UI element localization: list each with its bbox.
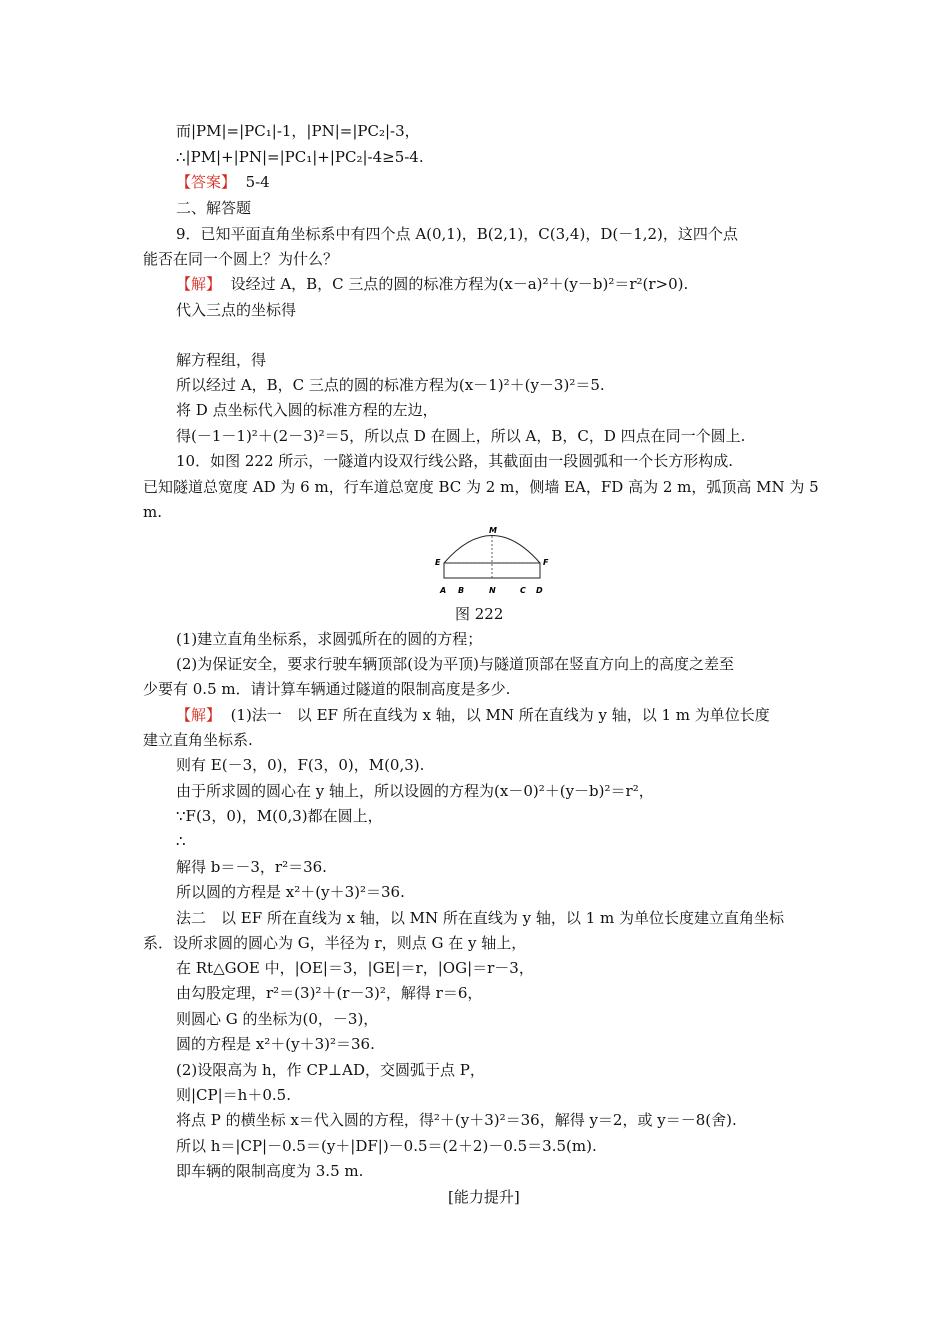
label-n: N [489,586,496,595]
solution-text: 设经过 A，B，C 三点的圆的标准方程为(x－a)²＋(y－b)²＝r²(r>0). [230,275,689,293]
figure-caption: 图 222 [455,605,504,623]
text-line: 而|PM|=|PC₁|-1，|PN|=|PC₂|-3， [176,122,420,140]
text-line: 10．如图 222 所示，一隧道内设双行线公路，其截面由一段圆弧和一个长方形构成. [176,452,734,470]
label-c: C [520,586,526,595]
text-line: ∵F(3，0)，M(0,3)都在圆上， [176,807,383,825]
text-line: m. [143,503,162,521]
tunnel-figure [430,523,550,599]
text-line: 将 D 点坐标代入圆的标准方程的左边， [176,401,438,419]
text-line: 在 Rt△GOE 中，|OE|＝3，|GE|＝r，|OG|＝r－3， [176,959,534,977]
text-line: 即车辆的限制高度为 3.5 m. [176,1162,364,1180]
text-line: (2)设限高为 h，作 CP⊥AD，交圆弧于点 P， [176,1061,485,1079]
text-line: 将点 P 的横坐标 x＝代入圆的方程，得²＋(y＋3)²＝36，解得 y＝2，或 y＝－8(舍). [176,1111,737,1129]
text-line: 建立直角坐标系. [143,731,253,749]
solution-line [176,705,770,725]
answer-text: 5-4 [245,173,270,191]
text-line: 能否在同一个圆上？为什么？ [143,250,339,268]
text-line: 所以 h＝|CP|－0.5＝(y＋|DF|)－0.5＝(2＋2)－0.5＝3.5(m). [176,1137,597,1155]
text-line: ∴|PM|+|PN|=|PC₁|+|PC₂|-4≥5-4. [176,148,424,166]
solution-tag: 【解】 [176,706,222,724]
label-a: A [440,586,447,595]
text-line: 则圆心 G 的坐标为(0，－3)， [176,1010,379,1028]
text-line: ∴ [176,832,186,850]
text-line: 由勾股定理，r²＝(3)²＋(r－3)²，解得 r＝6， [176,984,483,1002]
text-line: 已知隧道总宽度 AD 为 6 m，行车道总宽度 BC 为 2 m，侧墙 EA，FD 高为 2 m，弧顶高 MN 为 5 [143,478,819,496]
solution-text: (1)法一 以 EF 所在直线为 x 轴，以 MN 所在直线为 y 轴，以 1 m 为单位长度 [230,706,770,724]
text-line: 由于所求圆的圆心在 y 轴上，所以设圆的方程为(x－0)²＋(y－b)²＝r²， [176,782,654,800]
text-line: 得(－1－1)²＋(2－3)²＝5，所以点 D 在圆上，所以 A，B，C，D 四点在同一个圆上. [176,427,746,445]
section-heading: [能力提升] [448,1188,520,1206]
text-line: 所以圆的方程是 x²＋(y＋3)²＝36. [176,883,405,901]
text-line: 代入三点的坐标得 [176,301,297,319]
text-line: (2)为保证安全，要求行驶车辆顶部(设为平顶)与隧道顶部在竖直方向上的高度之差至 [176,655,734,673]
label-m: M [489,526,497,535]
text-line: 解得 b＝－3，r²＝36. [176,858,327,876]
answer-tag: 【答案】 [176,173,237,191]
text-line: 解方程组，得 [176,351,267,369]
text-line: 少要有 0.5 m．请计算车辆通过隧道的限制高度是多少. [143,680,511,698]
text-line: 所以经过 A，B，C 三点的圆的标准方程为(x－1)²＋(y－3)²＝5. [176,376,605,394]
solution-line [176,274,688,294]
section-heading: 二、解答题 [176,199,252,217]
label-e: E [435,558,441,567]
text-line: 则有 E(－3，0)，F(3，0)，M(0,3). [176,756,425,774]
solution-tag: 【解】 [176,275,222,293]
text-line: (1)建立直角坐标系，求圆弧所在的圆的方程； [176,630,483,648]
label-d: D [536,586,543,595]
label-b: B [458,586,465,595]
label-f: F [543,558,549,567]
text-line: 法二 以 EF 所在直线为 x 轴，以 MN 所在直线为 y 轴，以 1 m 为单位长度建立直角坐标 [176,909,784,927]
answer-line [176,172,270,192]
text-line: 9．已知平面直角坐标系中有四个点 A(0,1)，B(2,1)，C(3,4)，D(－1,2)，这四个点 [176,225,738,243]
text-line: 系．设所求圆的圆心为 G，半径为 r，则点 G 在 y 轴上， [143,934,527,952]
text-line: 圆的方程是 x²＋(y＋3)²＝36. [176,1035,375,1053]
text-line: 则|CP|＝h＋0.5. [176,1086,291,1104]
